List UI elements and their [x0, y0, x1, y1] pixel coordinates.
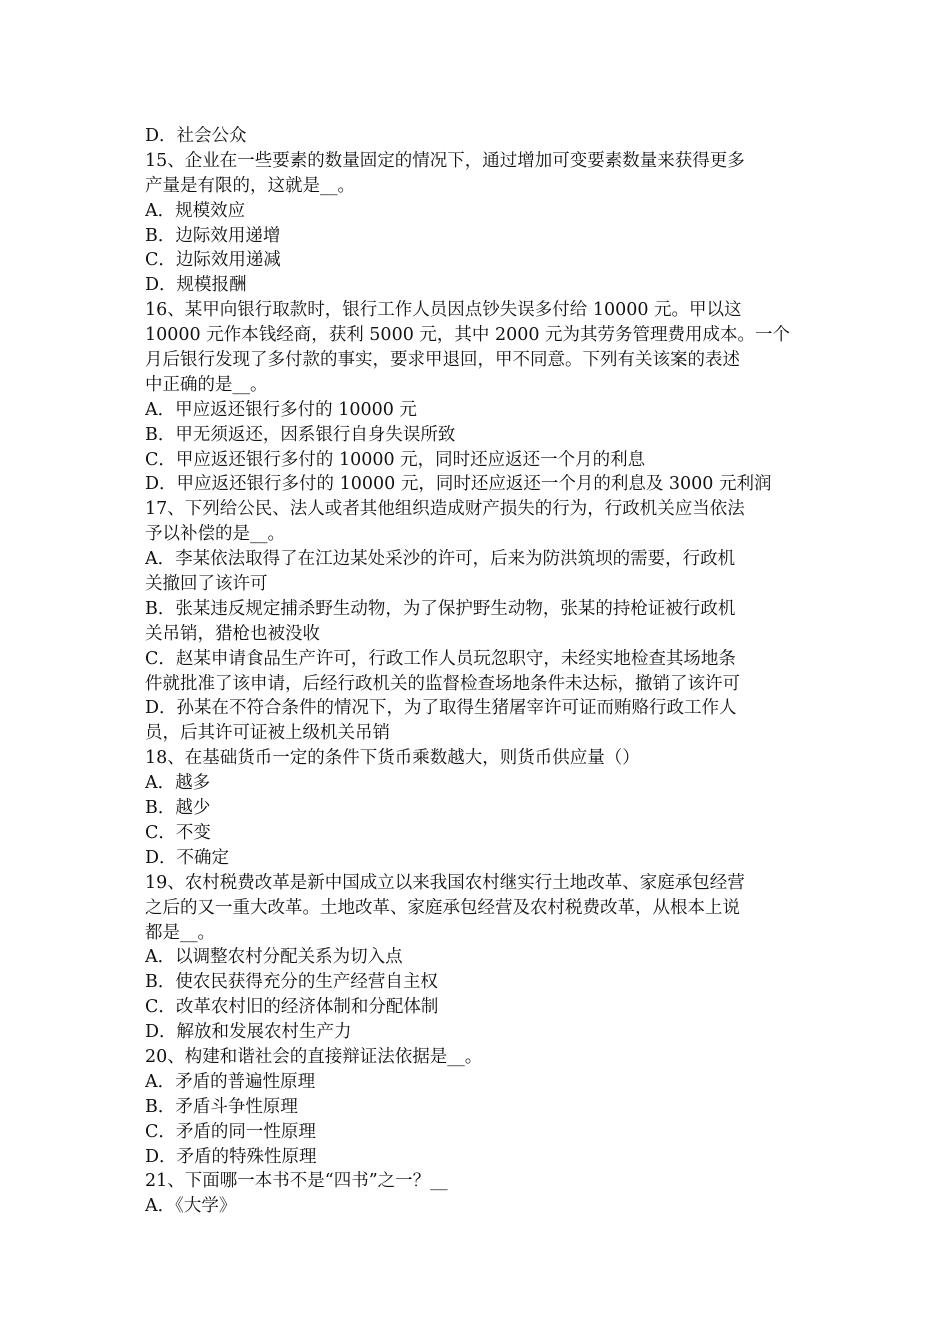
- text-line: 予以补偿的是__。: [145, 524, 285, 545]
- text-line: 19、农村税费改革是新中国成立以来我国农村继实行土地改革、家庭承包经营: [145, 872, 745, 893]
- text-line: 20、构建和谐社会的直接辩证法依据是__。: [145, 1046, 483, 1067]
- document-body: [145, 124, 810, 1219]
- text-line: C．甲应返还银行多付的 10000 元，同时还应返还一个月的利息: [145, 449, 646, 470]
- text-line: 月后银行发现了多付款的事实，要求甲退回，甲不同意。下列有关该案的表述: [145, 350, 740, 371]
- text-line: D．不确定: [145, 847, 230, 868]
- text-line: 件就批准了该申请，后经行政机关的监督检查场地条件未达标，撤销了该许可: [145, 673, 740, 694]
- text-line: B．越少: [145, 798, 211, 819]
- text-line: 都是__。: [145, 922, 215, 943]
- text-line: 18、在基础货币一定的条件下货币乘数越大，则货币供应量（）: [145, 748, 640, 769]
- text-line: D．孙某在不符合条件的情况下，为了取得生猪屠宰许可证而贿赂行政工作人: [145, 698, 737, 719]
- text-line: 15、企业在一些要素的数量固定的情况下，通过增加可变要素数量来获得更多: [145, 150, 745, 171]
- text-line: C．边际效用递减: [145, 250, 281, 271]
- text-line: 10000 元作本钱经商，获利 5000 元，其中 2000 元为其劳务管理费用成本。一个: [145, 325, 791, 346]
- text-line: 员，后其许可证被上级机关吊销: [145, 723, 390, 744]
- text-line: A．以调整农村分配关系为切入点: [145, 947, 403, 968]
- text-line: D．解放和发展农村生产力: [145, 1022, 352, 1043]
- text-line: C．矛盾的同一性原理: [145, 1121, 316, 1142]
- text-line: C．赵某申请食品生产许可，行政工作人员玩忽职守，未经实地检查其场地条: [145, 648, 736, 669]
- text-line: D．甲应返还银行多付的 10000 元，同时还应返还一个月的利息及 3000 元利润: [145, 474, 772, 495]
- text-line: C．不变: [145, 822, 211, 843]
- text-line: 21、下面哪一本书不是“四书”之一？__: [145, 1171, 448, 1192]
- text-line: B．甲无须返还，因系银行自身失误所致: [145, 424, 456, 445]
- text-line: 17、下列给公民、法人或者其他组织造成财产损失的行为，行政机关应当依法: [145, 499, 745, 520]
- text-line: D．规模报酬: [145, 275, 247, 296]
- text-line: A．甲应返还银行多付的 10000 元: [145, 399, 417, 420]
- text-line: 产量是有限的，这就是__。: [145, 175, 355, 196]
- text-line: D．社会公众: [145, 126, 247, 146]
- text-line: 关吊销，猎枪也被没收: [145, 623, 320, 644]
- text-line: B．使农民获得充分的生产经营自主权: [145, 972, 438, 993]
- text-line: A．越多: [145, 773, 211, 794]
- text-line: B．矛盾斗争性原理: [145, 1096, 298, 1117]
- text-line: 关撤回了该许可: [145, 574, 268, 595]
- text-line: B．张某违反规定捕杀野生动物，为了保护野生动物，张某的持枪证被行政机: [145, 598, 736, 619]
- text-line: C．改革农村旧的经济体制和分配体制: [145, 997, 439, 1018]
- text-line: B．边际效用递增: [145, 225, 281, 246]
- text-line: 16、某甲向银行取款时，银行工作人员因点钞失误多付给 10000 元。甲以这: [145, 300, 742, 321]
- text-line: D．矛盾的特殊性原理: [145, 1146, 317, 1167]
- text-line: A．李某依法取得了在江边某处采沙的许可，后来为防洪筑坝的需要，行政机: [145, 549, 736, 570]
- text-line: 中正确的是__。: [145, 374, 268, 395]
- text-line: 之后的又一重大改革。土地改革、家庭承包经营及农村税费改革，从根本上说: [145, 897, 740, 918]
- text-line: A．矛盾的普遍性原理: [145, 1071, 316, 1092]
- text-line: A．规模效应: [145, 200, 246, 221]
- text-line: A．《大学》: [145, 1196, 237, 1217]
